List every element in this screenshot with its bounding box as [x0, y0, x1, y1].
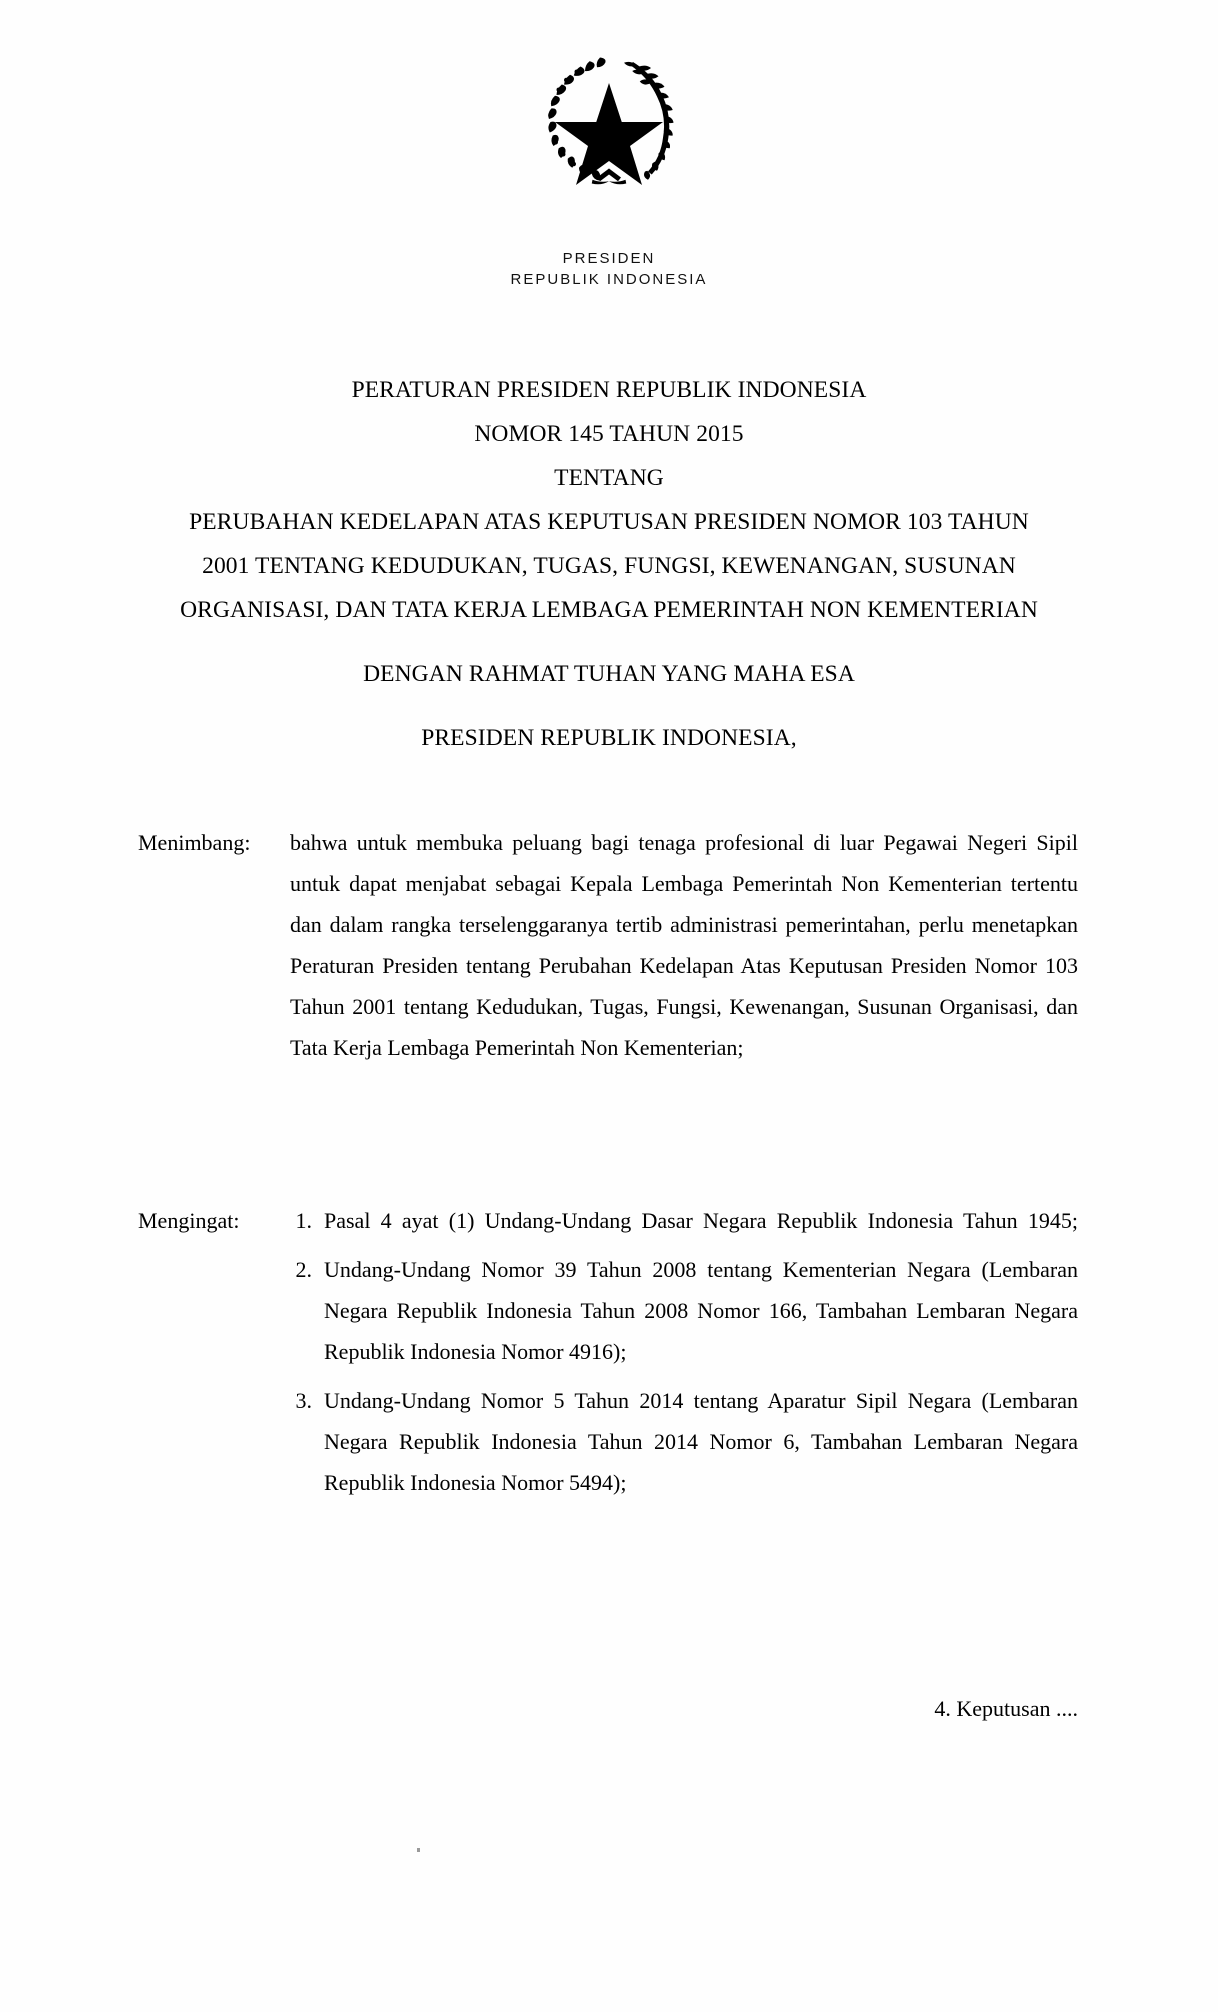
page-continuation-marker: 4. Keputusan ....	[934, 1696, 1078, 1721]
title-block	[96, 368, 1122, 760]
recalling-item-number: 2.	[295, 1257, 312, 1282]
title-issuer: PRESIDEN REPUBLIK INDONESIA,	[421, 725, 797, 751]
considering-row	[138, 822, 1078, 1068]
title-subject-line-3: ORGANISASI, DAN TATA KERJA LEMBAGA PEMERINTAH NON KEMENTERIAN	[180, 597, 1038, 623]
considering-text: bahwa untuk membuka peluang bagi tenaga profesional di luar Pegawai Negeri Sipil untuk dapat menjabat sebagai Kepala Lembaga Pemerintah Non Kementerian tertentu dan dalam rangka terselenggaranya tertib administrasi pemerintahan, perlu menetapkan Peraturan Presiden tentang Perubahan Kedelapan Atas Keputusan Presiden Nomor 103 Tahun 2001 tentang Kedudukan, Tugas, Fungsi, Kewenangan, Susunan Organisasi, dan Tata Kerja Lembaga Pemerintah Non Kementerian;	[290, 830, 1078, 1060]
title-subject-line-2: 2001 TENTANG KEDUDUKAN, TUGAS, FUNGSI, KEWENANGAN, SUSUNAN	[202, 553, 1016, 579]
title-line-number: NOMOR 145 TAHUN 2015	[474, 421, 744, 447]
recalling-item	[290, 1200, 1078, 1241]
recalling-item	[290, 1380, 1078, 1503]
recalling-list	[290, 1200, 1078, 1503]
header-caption-line-republic: REPUBLIK INDONESIA	[510, 271, 708, 288]
recalling-item-number: 3.	[295, 1388, 312, 1413]
scan-artifact-speck	[417, 1848, 420, 1852]
recalling-item	[290, 1249, 1078, 1372]
recalling-item-spacer	[290, 1372, 1078, 1380]
indonesian-presidential-seal-icon	[534, 44, 684, 194]
emblem-container	[0, 44, 1218, 199]
recalling-item-text: Undang-Undang Nomor 5 Tahun 2014 tentang Aparatur Sipil Negara (Lembaran Negara Republik Indonesia Tahun 2014 Nomor 6, Tambahan Lembaran Negara Republik Indonesia Nomor 5494);	[324, 1388, 1078, 1495]
title-invocation: DENGAN RAHMAT TUHAN YANG MAHA ESA	[363, 661, 855, 687]
recalling-row	[138, 1200, 1078, 1503]
header-caption-line-president: PRESIDEN	[562, 250, 656, 267]
recalling-item-text: Undang-Undang Nomor 39 Tahun 2008 tentang Kementerian Negara (Lembaran Negara Republik Indonesia Tahun 2008 Nomor 166, Tambahan Lembaran Negara Republik Indonesia Nomor 4916);	[324, 1257, 1078, 1364]
title-gap-2	[96, 696, 1122, 716]
title-subject-line-1: PERUBAHAN KEDELAPAN ATAS KEPUTUSAN PRESIDEN NOMOR 103 TAHUN	[189, 509, 1029, 535]
considering-section	[138, 822, 1078, 1068]
title-gap-1	[96, 632, 1122, 652]
title-line-tentang: TENTANG	[554, 465, 664, 491]
header-caption	[0, 248, 1218, 290]
title-line-regulation: PERATURAN PRESIDEN REPUBLIK INDONESIA	[351, 377, 867, 403]
recalling-item-number: 1.	[295, 1208, 312, 1233]
recalling-item-spacer	[290, 1241, 1078, 1249]
recalling-item-text: Pasal 4 ayat (1) Undang-Undang Dasar Negara Republik Indonesia Tahun 1945;	[324, 1208, 1078, 1233]
considering-content	[290, 822, 1078, 1068]
recalling-section	[138, 1200, 1078, 1503]
considering-label: Menimbang:	[138, 830, 251, 855]
recalling-label: Mengingat:	[138, 1208, 240, 1233]
